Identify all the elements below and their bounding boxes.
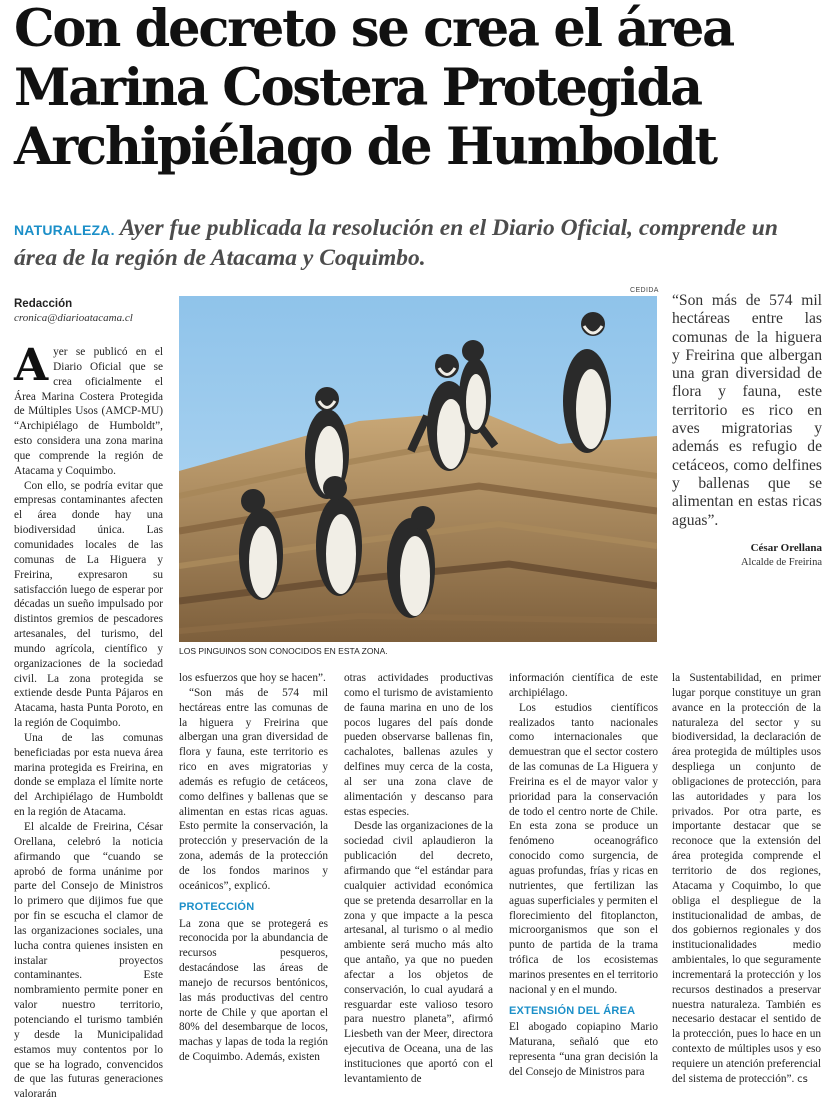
column-2-paragraph-1: los esfuerzos que hoy se hacen”.	[179, 672, 326, 684]
column-5-paragraph-1: la Sustentabilidad, en primer lugar porque constituye un gran avance en la protección de la naturaleza del sector y su biodiversidad, la declaración de área protegida de múltiples usos despliega un conjunto de obligaciones de protección, para las autoridades y para los privados. Por otra parte, es importante destacar que se reconoce que la extensión del área protegida comprende el territorio de dos regiones, Atacama y Coquimbo, lo que obliga el despliegue de la institucionalidad de ambas, de dos gobiernos regionales y dos institucionalidades medio ambientales, lo que seguramente incrementará la protección y los recursos destinados a preservar nuestra naturaleza. También es necesario destacar el sentido de la protección, pues lo hace en un contexto de múltiples usos y eso requiere un atención preferencial del sistema de protección”. cs	[672, 672, 821, 1085]
pull-quote-role: Alcalde de Freirina	[740, 557, 822, 568]
column-1-paragraph-2: Con ello, se podría evitar que empresas contaminantes afecten el área donde hay una biodiversidad única. Las comunidades locales de las comunas de La Higuera y Freirina, expresaron su satisfacción luego de esperar por décadas un sueño impulsado por distintos gremios de pescadores artesanales, del turismo, del mundo agrícola, científico y organizaciones de la sociedad civil. La zona protegida se extiende desde Punta Pájaros en Atacama, hasta Punta Poroto, en la región de Coquimbo.	[14, 479, 163, 730]
penguins-photo-illustration	[179, 296, 657, 642]
deck-kicker: NATURALEZA.	[14, 222, 115, 238]
column-1-paragraph-4: El alcalde de Freirina, César Orellana, celebró la noticia afirmando que “cuando se aprobó de forma unánime por parte del Consejo de Ministros lo primero que dijimos fue que por fin se escucha el clamor de las organizaciones sociales, una lucha contra quienes insisten en instalar proyectos contaminantes. Este nombramiento permite poner en valor nuestro territorio, potenciando el turismo también y desde la Municipalidad estamos muy contentos por lo que se ha logrado, convencidos de que las futuras generaciones valorarán	[14, 821, 163, 1101]
column-2-paragraph-2: “Son más de 574 mil hectáreas entre las comunas de la higuera y Freirina que albergan una gran diversidad de flora y fauna, este territorio es rico en aves migratorias y además es refugio de cetáceos, como delfines y ballenas que se alimentan en estas ricas aguas. Esto permite la conservación, la protección y preservación de la zona, además de la protección de los fondos marinos y oceánicos”, explicó.	[179, 686, 328, 892]
column-4-paragraph-1: información científica de este archipiélago.	[509, 672, 658, 699]
article-column-5	[672, 671, 821, 1088]
byline-email[interactable]: cronica@diarioatacama.cl	[14, 312, 133, 324]
byline	[14, 298, 174, 324]
photo-caption: LOS PINGUINOS SON CONOCIDOS EN ESTA ZONA.	[179, 646, 388, 656]
column-3-paragraph-2: Desde las organizaciones de la sociedad civil aplaudieron la publicación del decreto, afirmando que “el estándar para cualquier actividad económica que se pretenda desarrollar en la zona y que impacte a la pesca artesanal, al turismo o al medio ambiente será mucho más alto que antaño, ya que no pueden afectar a los objetos de conservación, lo cual ayudará a resguardar este valioso tesoro para nuestro planeta”, afirmó Liesbeth van der Meer, directora ejecutiva de Oceana, una de las instituciones que aportó con el levantamiento de	[344, 820, 493, 1085]
column-4-paragraph-3: El abogado copiapino Mario Maturana, señaló que eto representa “una gran decisión la del Consejo de Ministros para	[509, 1021, 658, 1078]
column-1-paragraph-3: Una de las comunas beneficiadas por esta nueva área marina protegida es Freirina, en donde se emplaza el límite norte del Archipiélago de Humboldt en la región de Atacama.	[14, 731, 163, 819]
end-mark-icon: cs	[797, 1073, 808, 1085]
drop-cap: A	[14, 340, 49, 391]
column-1-paragraph-1: Ayer se publicó en el Diario Oficial que se crea oficialmente el Área Marina Costera Protegida de Múltiples Usos (AMCP-MU) “Archipiélago de Humboldt”, esto considera una zona marina que comprende la región de Atacama y Coquimbo.	[14, 340, 163, 477]
penguins-photo	[179, 296, 657, 642]
column-4-paragraph-2: Los estudios científicos realizados tanto nacionales como internacionales que demuestran que el sector costero de las comunas de La Higuera y Freirina es el de mayor valor y prioridad para la conservación de todo el centro norte de Chile. En esta zona se produce un fenómeno oceanográfico conocido como surgencia, de aguas profundas, frías y ricas en nutrientes, que fertilizan las aguas superficiales y permiten el florecimiento del fitoplancton, microorganismos que son el punto de partida de la trama trófica de los ecosistemas marinos presentes en el territorio nacional y en el mundo.	[509, 701, 658, 996]
section-heading-proteccion: PROTECCIÓN	[179, 900, 255, 913]
byline-author: Redacción	[14, 298, 73, 310]
headline: Con decreto se crea el área Marina Costera Protegida Archipiélago de Humboldt	[14, 0, 733, 177]
section-heading-extension: EXTENSIÓN DEL ÁREA	[509, 1004, 636, 1017]
photo-credit: CEDIDA	[630, 287, 659, 294]
pull-quote: “Son más de 574 mil hectáreas entre las comunas de la higuera y Freirina que albergan una gran diversidad de flora y fauna, este territorio es rico en aves migratorias y además es refugio de cetáceos, como delfines y ballenas que se alimentan en estas ricas aguas”.	[672, 292, 822, 529]
article-column-4	[509, 671, 658, 1080]
pull-quote-name: César Orellana	[750, 542, 822, 554]
deck-text: Ayer fue publicada la resolución en el Diario Oficial, comprende un área de la región de Atacama y Coquimbo.	[14, 215, 778, 271]
article-column-3	[344, 671, 493, 1087]
column-2-paragraph-3: La zona que se protegerá es reconocida por la abundancia de recursos pesqueros, destacándose las áreas de manejo de recursos bentónicos, las más productivas del centro norte de Chile y que aportan el 80% del desembarque de locos, machas y lapas de toda la región de Coquimbo. Además, existen	[179, 917, 328, 1064]
deck	[14, 214, 814, 272]
article-column-2	[179, 671, 328, 1065]
article-column-1	[14, 340, 163, 1102]
column-3-paragraph-1: otras actividades productivas como el turismo de avistamiento de fauna marina en uno de los pocos lugares del país donde pueden observarse ballenas fin, cachalotes, ballenas azules y delfines muy cerca de la costa, al ser una zona clave de alimentación y descanso para estas especies.	[344, 672, 493, 818]
